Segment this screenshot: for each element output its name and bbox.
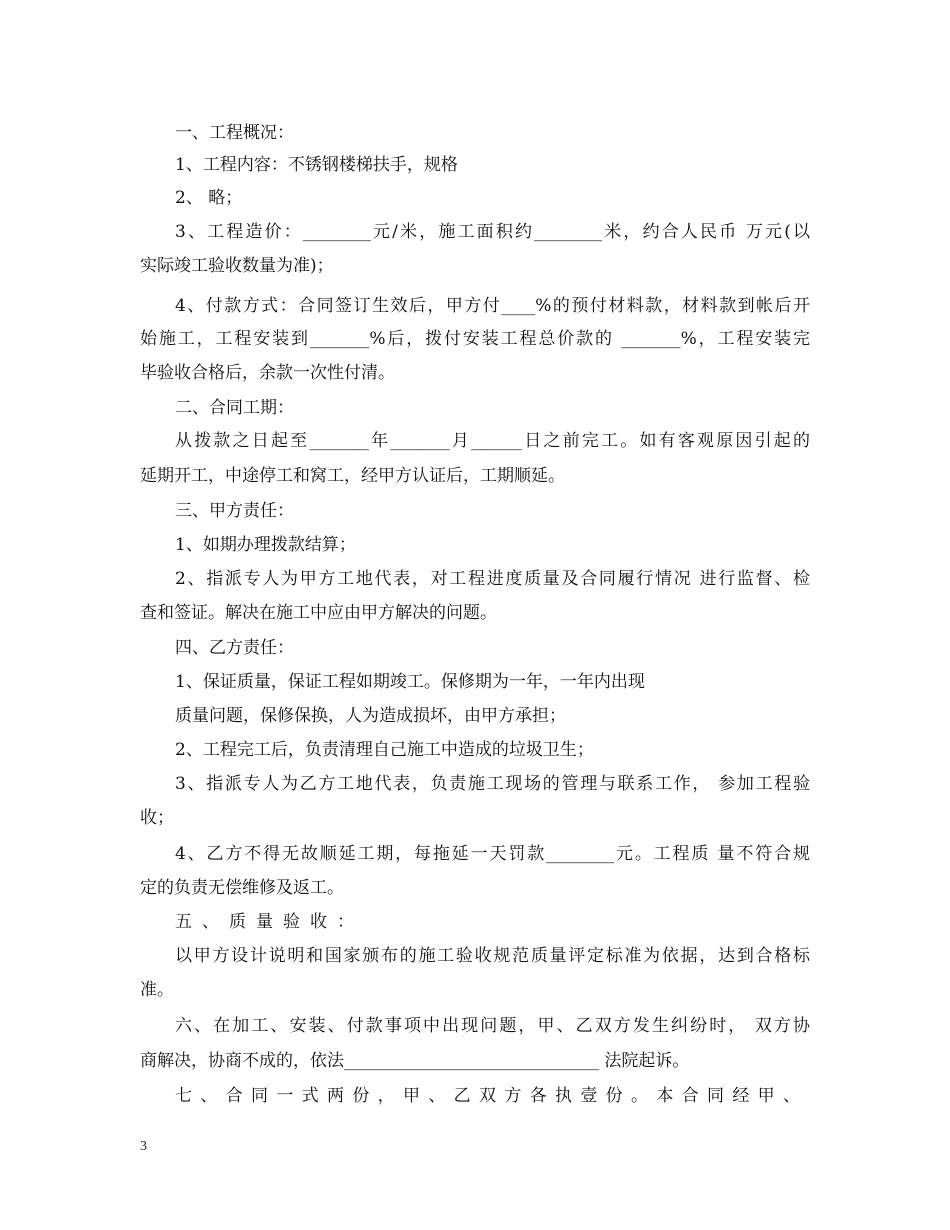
clause-project-content: 1、工程内容：不锈钢楼梯扶手，规格 (175, 155, 458, 175)
clause-dispute: 六、在加工、安装、付款事项中出现问题，甲、乙双方发生纠纷时， 双方协 (175, 1016, 810, 1036)
clause-party-b-3-cont: 收； (140, 808, 174, 828)
section-heading-term: 二、合同工期： (175, 398, 294, 418)
clause-party-b-1-cont: 质量问题，保修保换，人为造成损坏，由甲方承担； (175, 706, 566, 726)
page-number: 3 (140, 1139, 147, 1154)
clause-payment-cont-1: 始施工，工程安装到_______%后，拨付安装工程总价款的 _______%，工程安装完 (140, 329, 810, 349)
clause-quality: 以甲方设计说明和国家颁布的施工验收规范质量评定标准为依据，达到合格标 (175, 946, 810, 966)
clause-party-a-2: 2、指派专人为甲方工地代表，对工程进度质量及合同履行情况 进行监督、检 (175, 569, 810, 589)
section-heading-quality: 五、质量验收： (175, 912, 364, 932)
clause-copies: 七、合同一式两份，甲、乙双方各执壹份。本合同经甲、 (175, 1086, 800, 1106)
clause-party-b-2: 2、工程完工后，负责清理自己施工中造成的垃圾卫生； (175, 740, 594, 760)
clause-term-cont: 延期开工，中途停工和窝工，经甲方认证后，工期顺延。 (140, 466, 565, 486)
section-heading-party-b: 四、乙方责任： (175, 638, 294, 658)
clause-payment: 4、付款方式：合同签订生效后，甲方付____%的预付材料款，材料款到帐后开 (175, 296, 810, 316)
clause-quality-cont: 准。 (140, 980, 174, 1000)
clause-project-cost: 3、工程造价：________元/米，施工面积约________米，约合人民币 万元(以 (175, 222, 810, 242)
clause-term: 从拨款之日起至_______年_______月______日之前完工。如有客观原因引起的 (175, 431, 810, 451)
clause-party-b-4: 4、乙方不得无故顺延工期，每拖延一天罚款________元。工程质 量不符合规 (175, 844, 810, 864)
section-heading-overview: 一、工程概况： (175, 123, 294, 143)
clause-payment-cont-2: 毕验收合格后，余款一次性付清。 (140, 363, 395, 383)
section-heading-party-a: 三、甲方责任： (175, 501, 294, 521)
clause-party-b-4-cont: 定的负责无偿维修及返工。 (140, 878, 344, 898)
clause-omitted: 2、 略； (175, 188, 243, 208)
clause-party-b-1: 1、保证质量，保证工程如期竣工。保修期为一年，一年内出现 (175, 672, 645, 692)
clause-dispute-cont: 商解决，协商不成的，依法______________________________ 法院起诉。 (140, 1051, 690, 1071)
clause-party-a-1: 1、如期办理拨款结算； (175, 535, 356, 555)
clause-party-b-3: 3、指派专人为乙方工地代表，负责施工现场的管理与联系工作， 参加工程验 (175, 774, 810, 794)
clause-party-a-2-cont: 查和签证。解决在施工中应由甲方解决的问题。 (140, 603, 497, 623)
clause-project-cost-cont: 实际竣工验收数量为准)； (140, 256, 334, 276)
